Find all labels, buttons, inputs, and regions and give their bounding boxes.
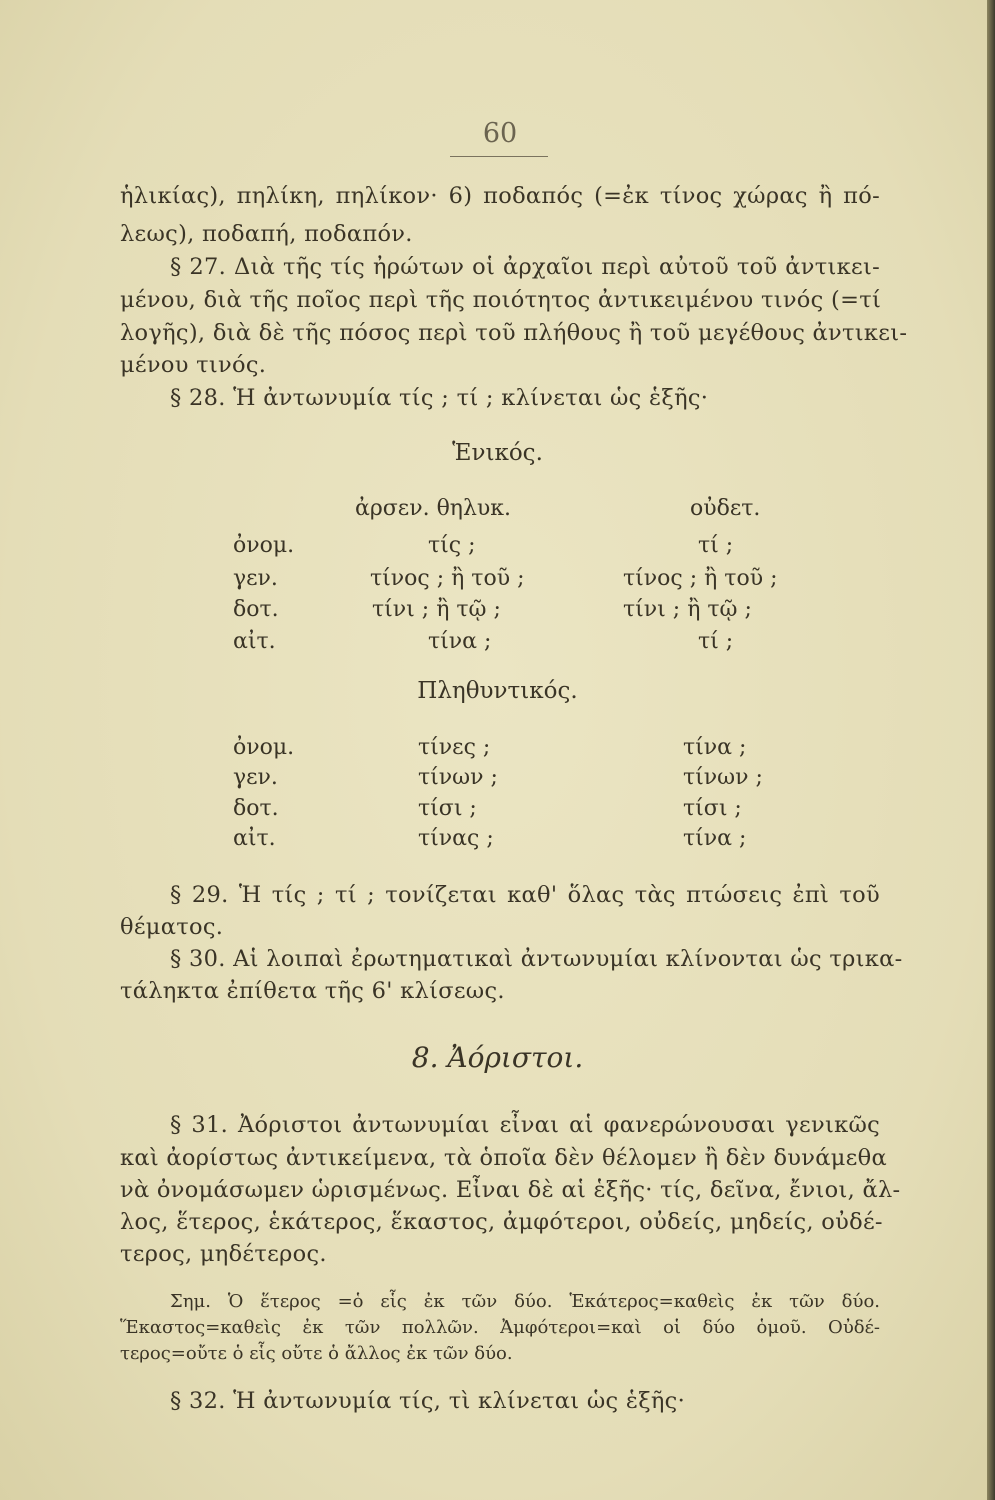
- section-heading: 8. Ἀόριστοι.: [411, 1041, 584, 1074]
- table-title-singular: Ἑνικός.: [452, 440, 543, 466]
- case-label: δοτ.: [233, 796, 279, 821]
- form-masc-fem: τίνες ;: [418, 735, 491, 760]
- case-label: ὀνομ.: [233, 735, 295, 760]
- page-number-rule: [450, 156, 548, 157]
- text-line: μένου, διὰ τῆς ποῖος περὶ τῆς ποιότητος ἀντικειμένου τινός (=τί: [120, 287, 882, 313]
- form-neuter: τίνι ; ἢ τῷ ;: [623, 597, 752, 622]
- col-header-masc-fem: ἀρσεν. θηλυκ.: [355, 496, 512, 521]
- case-label: γεν.: [233, 566, 278, 591]
- text-line: θέματος.: [120, 914, 224, 940]
- case-label: δοτ.: [233, 597, 279, 622]
- form-masc-fem: τίνος ; ἢ τοῦ ;: [370, 566, 525, 591]
- note-line: τερος=οὔτε ὁ εἷς οὔτε ὁ ἄλλος ἐκ τῶν δύο.: [120, 1343, 513, 1364]
- form-neuter: τίνα ;: [683, 826, 747, 851]
- note-line: Ἕκαστος=καθεὶς ἐκ τῶν πολλῶν. Ἀμφότεροι=καὶ οἱ δύο ὁμοῦ. Οὐδέ-: [120, 1317, 880, 1338]
- text-line: § 31. Ἀόριστοι ἀντωνυμίαι εἶναι αἱ φανερώνουσαι γενικῶς: [170, 1112, 880, 1138]
- form-masc-fem: τίνων ;: [418, 765, 498, 790]
- note-line: Σημ. Ὁ ἕτερος =ὁ εἷς ἐκ τῶν δύο. Ἑκάτερος=καθεὶς ἐκ τῶν δύο.: [170, 1291, 880, 1312]
- text-line: § 28. Ἡ ἀντωνυμία τίς ; τί ; κλίνεται ὡς ἑξῆς·: [170, 385, 709, 411]
- case-label: αἰτ.: [233, 629, 276, 654]
- form-masc-fem: τίσι ;: [418, 796, 477, 821]
- text-line: § 30. Αἱ λοιπαὶ ἐρωτηματικαὶ ἀντωνυμίαι κλίνονται ὡς τρικα-: [170, 946, 903, 972]
- form-neuter: τί ;: [698, 629, 734, 654]
- text-line: καὶ ἀορίστως ἀντικείμενα, τὰ ὁποῖα δὲν θέλομεν ἢ δὲν δυνάμεθα: [120, 1145, 887, 1171]
- form-neuter: τίνων ;: [683, 765, 763, 790]
- form-masc-fem: τίνας ;: [418, 826, 494, 851]
- form-neuter: τί ;: [698, 533, 734, 558]
- form-neuter: τίνος ; ἢ τοῦ ;: [623, 566, 778, 591]
- text-line: μένου τινός.: [120, 352, 267, 378]
- book-edge: [987, 0, 995, 1500]
- text-line: νὰ ὀνομάσωμεν ὡρισμένως. Εἶναι δὲ αἱ ἑξῆς· τίς, δεῖνα, ἔνιοι, ἄλ-: [120, 1177, 901, 1203]
- case-label: αἰτ.: [233, 826, 276, 851]
- text-line: § 27. Διὰ τῆς τίς ἠρώτων οἱ ἀρχαῖοι περὶ αὐτοῦ τοῦ ἀντικει-: [170, 254, 880, 280]
- text-line: § 29. Ἡ τίς ; τί ; τονίζεται καθ' ὅλας τὰς πτώσεις ἐπὶ τοῦ: [170, 882, 880, 908]
- text-line: λογῆς), διὰ δὲ τῆς πόσος περὶ τοῦ πλήθους ἢ τοῦ μεγέθους ἀντικει-: [120, 320, 908, 346]
- text-line: λος, ἕτερος, ἑκάτερος, ἕκαστος, ἀμφότεροι, οὐδείς, μηδείς, οὐδέ-: [120, 1209, 883, 1235]
- case-label: ὀνομ.: [233, 533, 295, 558]
- col-header-neuter: οὐδετ.: [690, 496, 761, 521]
- table-title-plural: Πληθυντικός.: [417, 678, 578, 704]
- text-line: § 32. Ἡ ἀντωνυμία τίς, τὶ κλίνεται ὡς ἑξῆς·: [170, 1388, 686, 1414]
- text-line: ἡλικίας), πηλίκη, πηλίκον· 6) ποδαπός (=ἐκ τίνος χώρας ἢ πό-: [120, 183, 880, 209]
- text-line: τάληκτα ἐπίθετα τῆς 6' κλίσεως.: [120, 978, 505, 1004]
- form-masc-fem: τίς ;: [428, 533, 476, 558]
- form-masc-fem: τίνα ;: [428, 629, 492, 654]
- text-line: τερος, μηδέτερος.: [120, 1241, 327, 1267]
- page-number: 60: [482, 118, 518, 149]
- form-neuter: τίνα ;: [683, 735, 747, 760]
- form-masc-fem: τίνι ; ἢ τῷ ;: [372, 597, 501, 622]
- case-label: γεν.: [233, 765, 278, 790]
- form-neuter: τίσι ;: [683, 796, 742, 821]
- text-line: λεως), ποδαπή, ποδαπόν.: [120, 221, 413, 247]
